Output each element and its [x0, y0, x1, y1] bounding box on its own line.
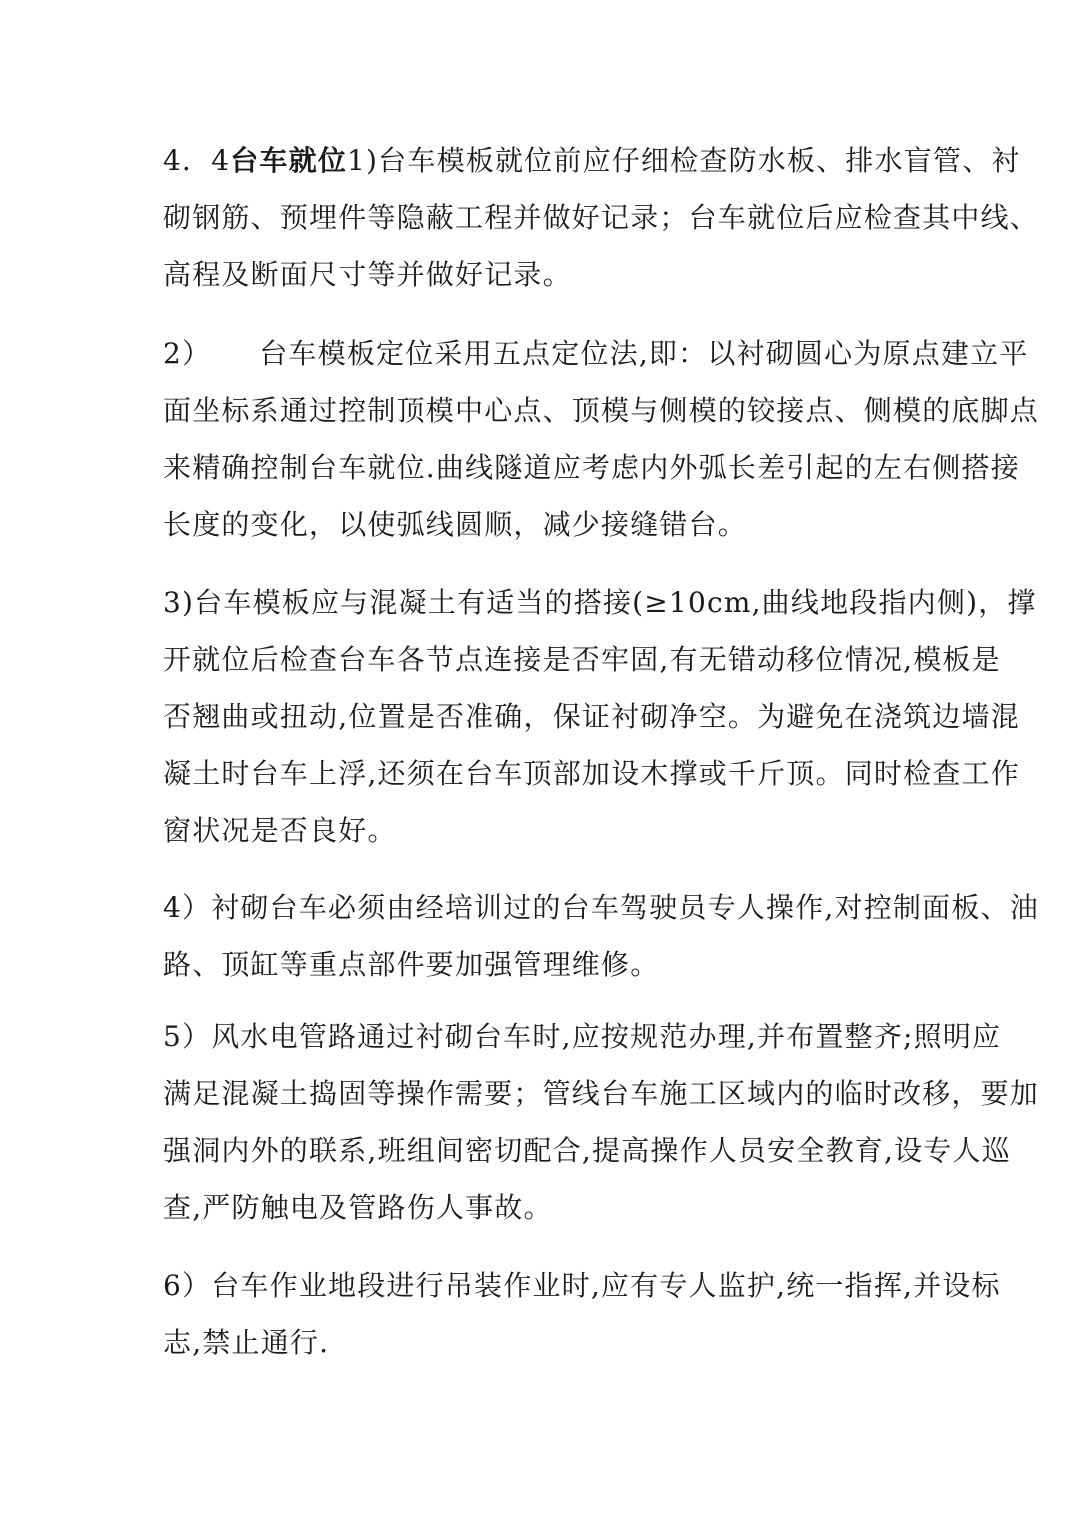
section-heading: 台车就位	[230, 144, 348, 177]
paragraph-line: 4．4台车就位1)台车模板就位前应仔细检查防水板、排水盲管、衬	[163, 144, 1021, 177]
paragraph-line: 强洞内外的联系,班组间密切配合,提高操作人员安全教育,设专人巡	[163, 1134, 1011, 1167]
paragraph-item-3	[163, 574, 1037, 859]
section-number: 4．4	[163, 144, 231, 177]
paragraph-line: 4）衬砌台车必须由经培训过的台车驾驶员专人操作,对控制面板、油	[163, 891, 1039, 924]
paragraph-line: 路、顶缸等重点部件要加强管理维修。	[163, 948, 660, 981]
paragraph-line: 面坐标系通过控制顶模中心点、顶模与侧模的铰接点、侧模的底脚点	[163, 394, 1040, 427]
paragraph-line: 否翘曲或扭动,位置是否准确，保证衬砌净空。为避免在浇筑边墙混	[163, 700, 1020, 733]
paragraph-line: 2） 台车模板定位采用五点定位法,即：以衬砌圆心为原点建立平	[163, 337, 1029, 370]
paragraph-line: 满足混凝土捣固等操作需要；管线台车施工区域内的临时改移，要加	[163, 1077, 1040, 1110]
paragraph-line: 砌钢筋、预埋件等隐蔽工程并做好记录；台车就位后应检查其中线、	[163, 201, 1040, 234]
paragraph-line: 凝土时台车上浮,还须在台车顶部加设木撑或千斤顶。同时检查工作	[163, 757, 1020, 790]
paragraph-line: 长度的变化，以使弧线圆顺，减少接缝错台。	[163, 508, 748, 541]
paragraph-item-5	[163, 1008, 1040, 1236]
paragraph-item-6	[163, 1257, 1001, 1371]
paragraph-line: 6）台车作业地段进行吊装作业时,应有专人监护,统一指挥,并设标	[163, 1269, 1001, 1302]
paragraph-line: 查,严防触电及管路伤人事故。	[163, 1191, 553, 1224]
paragraph-line: 高程及断面尺寸等并做好记录。	[163, 258, 572, 291]
paragraph-line: 开就位后检查台车各节点连接是否牢固,有无错动移位情况,模板是	[163, 643, 1001, 676]
paragraph-4-4	[163, 132, 1040, 303]
paragraph-item-4	[163, 879, 1039, 993]
item-marker: 2）	[163, 337, 212, 370]
paragraph-line: 来精确控制台车就位.曲线隧道应考虑内外弧长差引起的左右侧搭接	[163, 451, 1020, 484]
paragraph-line: 志,禁止通行.	[163, 1326, 330, 1359]
paragraph-item-2	[163, 325, 1040, 553]
paragraph-line: 5）风水电管路通过衬砌台车时,应按规范办理,并布置整齐;照明应	[163, 1020, 1002, 1053]
paragraph-line: 3)台车模板应与混凝土有适当的搭接(≥10cm,曲线地段指内侧)，撑	[163, 586, 1037, 619]
paragraph-line: 窗状况是否良好。	[163, 814, 397, 847]
